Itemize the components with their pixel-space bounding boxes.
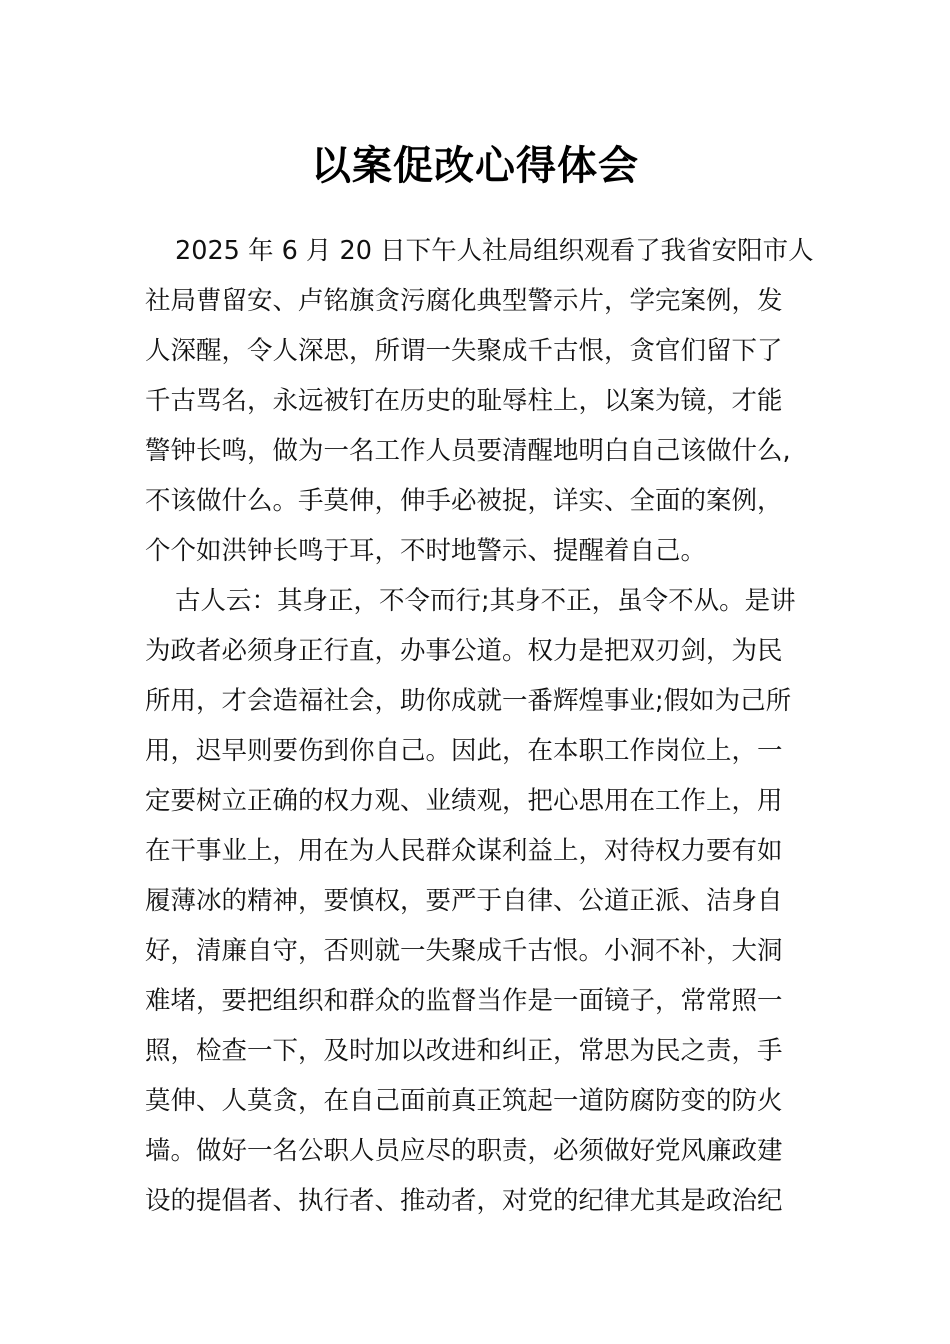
paragraph-2-line-7: 履薄冰的精神，要慎权，要严于自律、公道正派、洁身自 [145,886,783,916]
document-body [145,226,814,1226]
paragraph-2-line-1: 古人云：其身正，不令而行;其身不正，虽令不从。是讲 [175,586,796,616]
paragraph-2-line-3: 所用，才会造福社会，助你成就一番辉煌事业;假如为己所 [145,686,792,716]
paragraph-1-line-4: 千古骂名，永远被钉在历史的耻辱柱上，以案为镜，才能 [145,386,783,416]
paragraph-2-line-12: 墙。做好一名公职人员应尽的职责，必须做好党风廉政建 [145,1136,783,1166]
paragraph-2-line-5: 定要树立正确的权力观、业绩观，把心思用在工作上，用 [145,786,783,816]
paragraph-2-line-8: 好，清廉自守，否则就一失聚成千古恨。小洞不补，大洞 [145,936,783,966]
paragraph-1-line-7: 个个如洪钟长鸣于耳，不时地警示、提醒着自己。 [145,536,707,566]
paragraph-1-line-3: 人深醒，令人深思，所谓一失聚成千古恨，贪官们留下了 [145,336,783,366]
paragraph-2-line-10: 照，检查一下，及时加以改进和纠正，常思为民之责，手 [145,1036,783,1066]
paragraph-2-line-6: 在干事业上，用在为人民群众谋利益上，对待权力要有如 [145,836,783,866]
paragraph-2-line-4: 用，迟早则要伤到你自己。因此，在本职工作岗位上，一 [145,736,783,766]
paragraph-2-line-9: 难堵，要把组织和群众的监督当作是一面镜子，常常照一 [145,986,783,1016]
paragraph-2-line-2: 为政者必须身正行直，办事公道。权力是把双刃剑，为民 [145,636,783,666]
paragraph-1-line-5: 警钟长鸣，做为一名工作人员要清醒地明白自己该做什么, [145,436,791,466]
paragraph-1-line-1: 2025 年 6 月 20 日下午人社局组织观看了我省安阳市人 [175,236,814,266]
page-title: 以案促改心得体会 [311,143,639,189]
paragraph-1-line-2: 社局曹留安、卢铭旗贪污腐化典型警示片，学完案例，发 [145,286,783,316]
paragraph-1-line-6: 不该做什么。手莫伸，伸手必被捉，详实、全面的案例， [145,486,783,516]
paragraph-2-line-11: 莫伸、人莫贪，在自己面前真正筑起一道防腐防变的防火 [145,1086,783,1116]
paragraph-2-line-13: 设的提倡者、执行者、推动者，对党的纪律尤其是政治纪 [145,1186,783,1216]
